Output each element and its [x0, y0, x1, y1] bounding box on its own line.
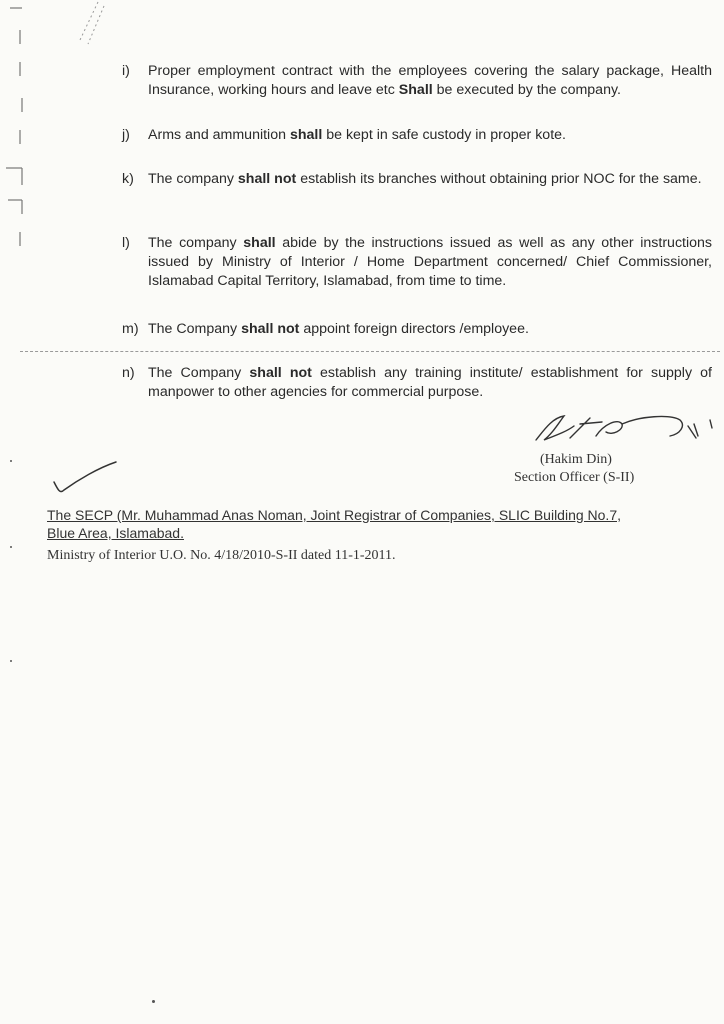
- scan-speck: [10, 546, 12, 548]
- recipient-address-line-1: The SECP (Mr. Muhammad Anas Noman, Joint Registrar of Companies, SLIC Building No.7,: [47, 507, 621, 523]
- scan-speck: [152, 1000, 155, 1003]
- clause-text: The Company shall not appoint foreign directors /employee.: [148, 321, 529, 337]
- handwritten-signature: [530, 410, 720, 450]
- clause-label: m): [122, 321, 139, 337]
- signatory-name: (Hakim Din): [540, 452, 612, 467]
- clause-text: The company shall abide by the instructions issued as well as any other instructions issued by Ministry of Interior / Home Department concerned/ Chief Commissioner, Islamabad Capital Territory, Islamabad, from time to time.: [148, 235, 713, 289]
- clause-text: Arms and ammunition shall be kept in safe custody in proper kote.: [148, 127, 566, 143]
- clause-label: k): [122, 171, 134, 187]
- clause-label: n): [122, 365, 135, 381]
- clause-label: j): [122, 127, 130, 143]
- recipient-address-line-2: Blue Area, Islamabad.: [47, 525, 184, 541]
- clause-text: The company shall not establish its branches without obtaining prior NOC for the same.: [148, 171, 702, 187]
- reference-number: Ministry of Interior U.O. No. 4/18/2010-S-II dated 11-1-2011.: [47, 548, 396, 563]
- handwritten-tick-mark: [48, 460, 123, 500]
- scan-speck: [10, 660, 12, 662]
- clause-label: i): [122, 63, 130, 79]
- clause-label: l): [122, 235, 130, 251]
- scan-smudge-mark: [40, 0, 110, 70]
- scan-dashed-line: [20, 351, 720, 352]
- signatory-title: Section Officer (S-II): [514, 470, 635, 485]
- scan-edge-marks: [0, 0, 30, 700]
- clause-text: Proper employment contract with the employees covering the salary package, Health Insurance, working hours and leave etc Shall be executed by the company.: [148, 63, 712, 98]
- scan-speck: [10, 460, 12, 462]
- clause-text: The Company shall not establish any training institute/ establishment for supply of manpower to other agencies for commercial purpose.: [148, 365, 712, 400]
